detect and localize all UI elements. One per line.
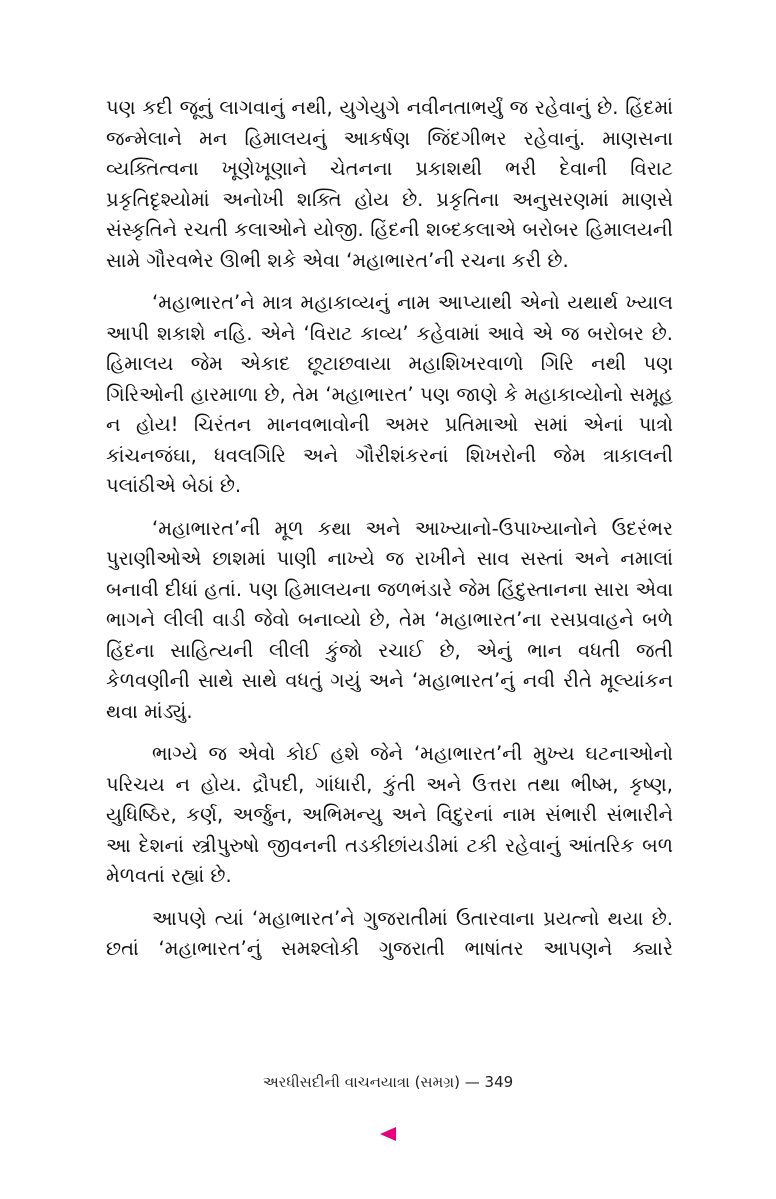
- paragraph-4: ભાગ્યે જ એવો કોઈ હશે જેને ‘મહાભારત’ની મુખ્ય ઘટનાઓનો પરિચય ન હોય. દ્રૌપદી, ગાંધારી, કુંતી અને ઉત્તરા તથા ભીષ્મ, કૃષ્ણ, યુધિષ્ઠિર, કર્ણ, અર્જુન, અભિમન્યુ અને વિદુરનાં નામ સંભારી સંભારીને આ દેશનાં સ્ત્રીપુરુષો જીવનની તડકીછાંયડીમાં ટકી રહેવાનું આંતરિક બળ મેળવતાં રહ્યાં છે.: [106, 742, 673, 887]
- body-text: [106, 93, 673, 965]
- prev-page-arrow[interactable]: [380, 1127, 396, 1141]
- paragraph-3: ‘મહાભારત’ની મૂળ કથા અને આખ્યાનો-ઉપાખ્યાનોને ઉદરંભર પુરાણીઓએ છાશમાં પાણી નાખ્યે જ રાખીને સાવ સસ્તાં અને નમાલાં બનાવી દીધાં હતાં. પણ હિમાલયના જળભંડારે જેમ હિંદુસ્તાનના સારા એવા ભાગને લીલી વાડી જેવો બનાવ્યો છે, તેમ ‘મહાભારત’ના રસપ્રવાહને બળે હિંદના સાહિત્યની લીલી કુંજો રચાઈ છે, એનું ભાન વધતી જતી કેળવણીની સાથે સાથે વધતું ગયું અને ‘મહાભારત’નું નવી રીતે મૂલ્યાંકન થવા માંડ્યું.: [106, 516, 673, 723]
- triangle-left-icon[interactable]: [378, 1126, 398, 1142]
- paragraph-5: આપણે ત્યાં ‘મહાભારત’ને ગુજરાતીમાં ઉતારવાના પ્રયત્નો થયા છે. છતાં ‘મહાભારત’નું સમશ્લોકી ગુજરાતી ભાષાંતર આપણને ક્યારે: [106, 906, 673, 960]
- footer-book-title: અરધીસદીની વાચનયાત્રા (સમગ્ર): [262, 1073, 460, 1091]
- footer-separator: —: [464, 1073, 480, 1091]
- footer-page-number: 349: [484, 1073, 514, 1091]
- paragraph-2: ‘મહાભારત’ને માત્ર મહાકાવ્યનું નામ આપ્યાથી એનો યથાર્થ ખ્યાલ આપી શકાશે નહિ. એને ‘વિરાટ કાવ્ય’ કહેવામાં આવે એ જ બરોબર છે. હિમાલય જેમ એકાદ છૂટાછવાયા મહાશિખરવાળો ગિરિ નથી પણ ગિરિઓની હારમાળા છે, તેમ ‘મહાભારત’ પણ જાણે કે મહાકાવ્યોનો સમૂહ ન હોય! ચિરંતન માનવભાવોની અમર પ્રતિમાઓ સમાં એનાં પાત્રો કાંચનજંઘા, ધવલગિરિ અને ગૌરીશંકરનાં શિખરોની જેમ ત્રાકાલની પલાંઠીએ બેઠાં છે.: [106, 291, 673, 497]
- paragraph-1: પણ કદી જૂનું લાગવાનું નથી, યુગેયુગે નવીનતાભર્યું જ રહેવાનું છે. હિંદમાં જન્મેલાને મન હિમાલયનું આકર્ષણ જિંદગીભર રહેવાનું. માણસના વ્યક્તિત્વના ખૂણેખૂણાને ચેતનના પ્રકાશથી ભરી દેવાની વિરાટ પ્રકૃતિદૃશ્યોમાં અનોખી શક્તિ હોય છે. પ્રકૃતિના અનુસરણમાં માણસે સંસ્કૃતિને રચતી કલાઓને યોજી. હિંદની શબ્દકલાએ બરોબર હિમાલયની સામે ગૌરવભેર ઊભી શકે એવા ‘મહાભારત’ની રચના કરી છે.: [106, 96, 673, 272]
- page-footer: [0, 1073, 776, 1091]
